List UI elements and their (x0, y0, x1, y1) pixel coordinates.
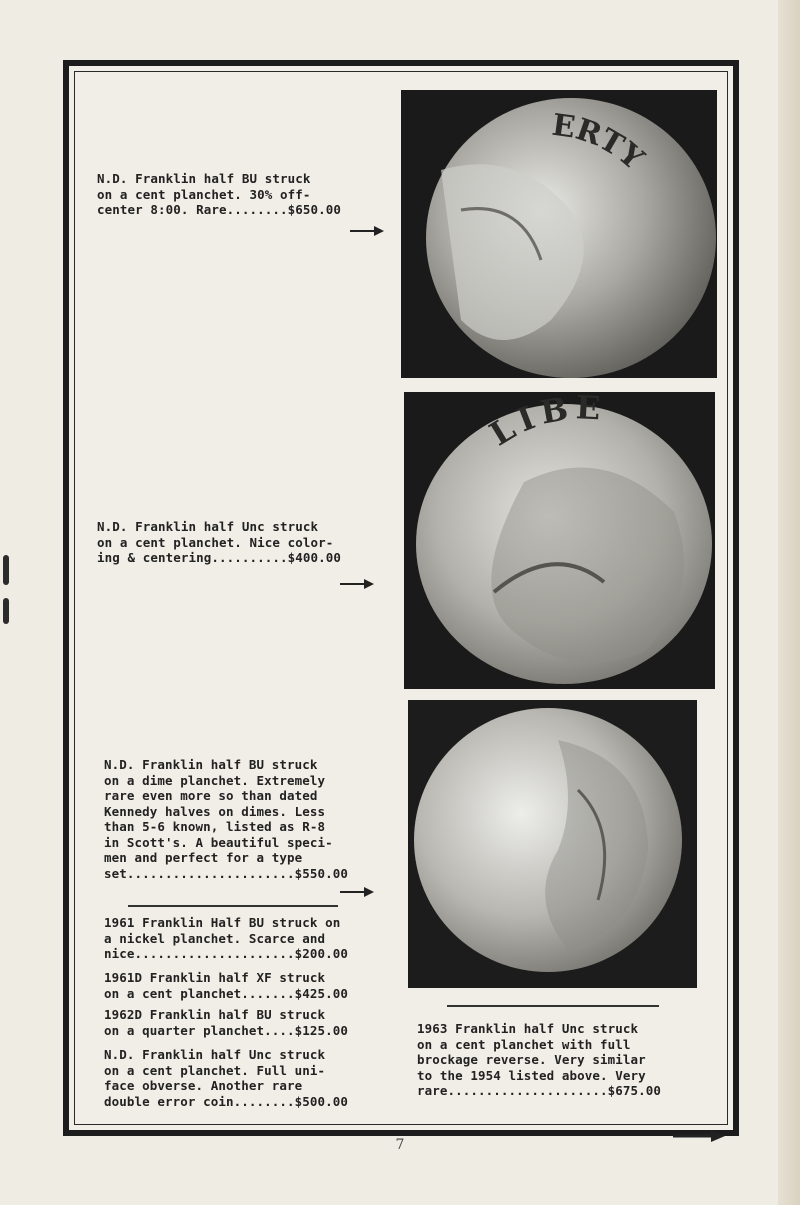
listing-entry: 1962D Franklin half BU struck on a quarter planchet....$125.00 (104, 1007, 349, 1038)
arrow-right-icon (350, 226, 384, 236)
listing-entry: 1961D Franklin half XF struck on a cent planchet.......$425.00 (104, 970, 349, 1001)
listing-entry: 1961 Franklin Half BU struck on a nickel planchet. Scarce and nice.....................$200.00 (104, 915, 349, 961)
page-edge (778, 0, 800, 1205)
listing-entry: N.D. Franklin half BU struck on a cent planchet. 30% off- center 8:00. Rare........$650.00 (97, 171, 342, 217)
page-number: 7 (395, 1137, 405, 1153)
coin-lettering: ERTY (549, 107, 651, 177)
binding-mark (3, 555, 9, 585)
listing-entry: 1963 Franklin half Unc struck on a cent planchet with full brockage reverse. Very similar to the 1954 listed above. Very rare.....................$675.00 (417, 1021, 662, 1098)
arrow-right-icon (340, 887, 374, 897)
coin-photo-off-center-cent-planchet (401, 90, 717, 378)
divider-rule (128, 905, 338, 907)
coin-photo-cent-planchet-centered (404, 392, 715, 689)
arrow-right-icon (340, 579, 374, 589)
coin-photo-dime-planchet (408, 700, 697, 988)
binding-mark (3, 598, 9, 624)
listing-entry: N.D. Franklin half Unc struck on a cent planchet. Full uni- face obverse. Another rare double error coin........$500.00 (104, 1047, 349, 1109)
listing-entry: N.D. Franklin half BU struck on a dime planchet. Extremely rare even more so than dated Kennedy halves on dimes. Less than 5-6 known, listed as R-8 in Scott's. A beautiful speci- men and perfect for a type set......................$550.00 (104, 757, 349, 881)
listing-entry: N.D. Franklin half Unc struck on a cent planchet. Nice color- ing & centering..........$400.00 (97, 519, 342, 565)
coin-lettering: LIBE (482, 392, 608, 454)
divider-rule (447, 1005, 659, 1007)
